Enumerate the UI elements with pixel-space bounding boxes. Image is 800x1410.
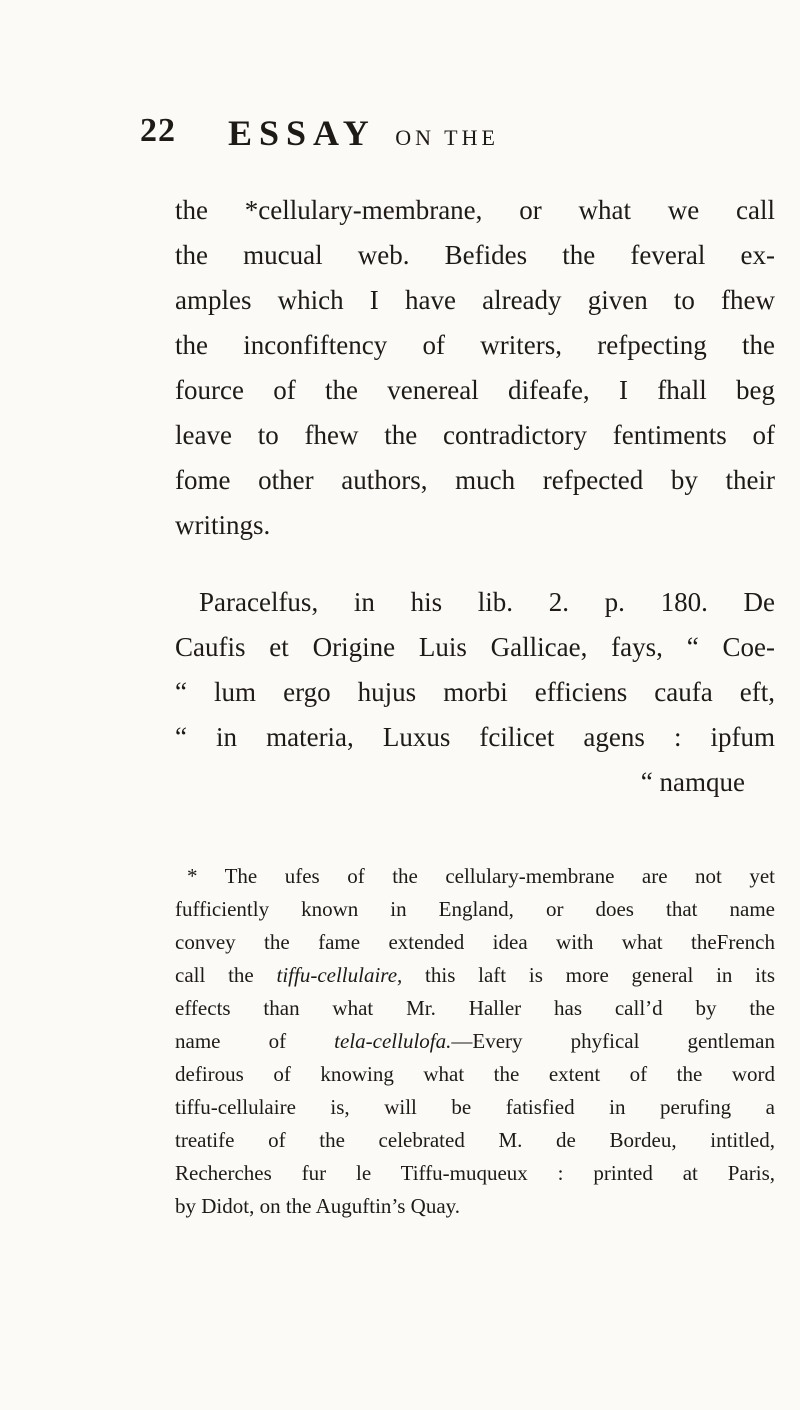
text-line: the *cellulary-membrane, or what we call [175, 195, 775, 225]
footnote-line [175, 959, 775, 992]
page-header [140, 112, 780, 162]
footnote-term-french: tiffu-cellulaire, [276, 963, 403, 987]
text-line: fource of the venereal difeafe, I fhall beg [175, 375, 775, 405]
catchword: “ namque [640, 767, 745, 797]
footnote-line: effects than what Mr. Haller has call’d by the [175, 996, 775, 1020]
footnote-line: treatife of the celebrated M. de Bordeu, intitled, [175, 1128, 775, 1152]
running-head-subtitle: ON THE [395, 125, 499, 150]
text-line: amples which I have already given to fhew [175, 285, 775, 315]
footnote-line [175, 1025, 775, 1058]
footnote-line: convey the fame extended idea with what theFrench [175, 930, 775, 954]
footnote-text: —Every phyfical gentleman [451, 1029, 775, 1053]
text-line: “ in materia, Luxus fcilicet agens : ipfum [175, 722, 775, 752]
text-line: “ lum ergo hujus morbi efficiens caufa eft, [175, 677, 775, 707]
text-line: Caufis et Origine Luis Gallicae, fays, “ Coe- [175, 632, 775, 662]
footnote-line: tiffu-cellulaire is, will be fatisfied in perufing a [175, 1095, 775, 1119]
running-head-title: ESSAY [228, 113, 376, 153]
text-line: fome other authors, much refpected by their [175, 465, 775, 495]
text-line: the mucual web. Befides the feveral ex- [175, 240, 775, 270]
footnote-text: name of [175, 1029, 287, 1053]
footnote-text: this laft is more general in its [425, 963, 776, 987]
main-text [175, 188, 775, 805]
page-number: 22 [140, 112, 176, 149]
text-line: writings. [175, 510, 271, 540]
footnote-line: Recherches fur le Tiffu-muqueux : printed at Paris, [175, 1161, 775, 1185]
footnote-term-latin: tela-cellulofa. [334, 1029, 452, 1053]
text-line: the inconfiftency of writers, refpecting the [175, 330, 775, 360]
footnote-line: fufficiently known in England, or does that name [175, 897, 775, 921]
running-head [228, 112, 499, 154]
footnote-line: * The ufes of the cellulary-membrane are not yet [187, 864, 775, 888]
text-line: Paracelfus, in his lib. 2. p. 180. De [199, 587, 775, 617]
footnote [175, 860, 775, 1223]
text-line: leave to fhew the contradictory fentiments of [175, 420, 775, 450]
footnote-line: by Didot, on the Auguftin’s Quay. [175, 1194, 461, 1218]
paragraph-gap [175, 548, 775, 580]
footnote-text: call the [175, 963, 254, 987]
footnote-line: defirous of knowing what the extent of the word [175, 1062, 775, 1086]
